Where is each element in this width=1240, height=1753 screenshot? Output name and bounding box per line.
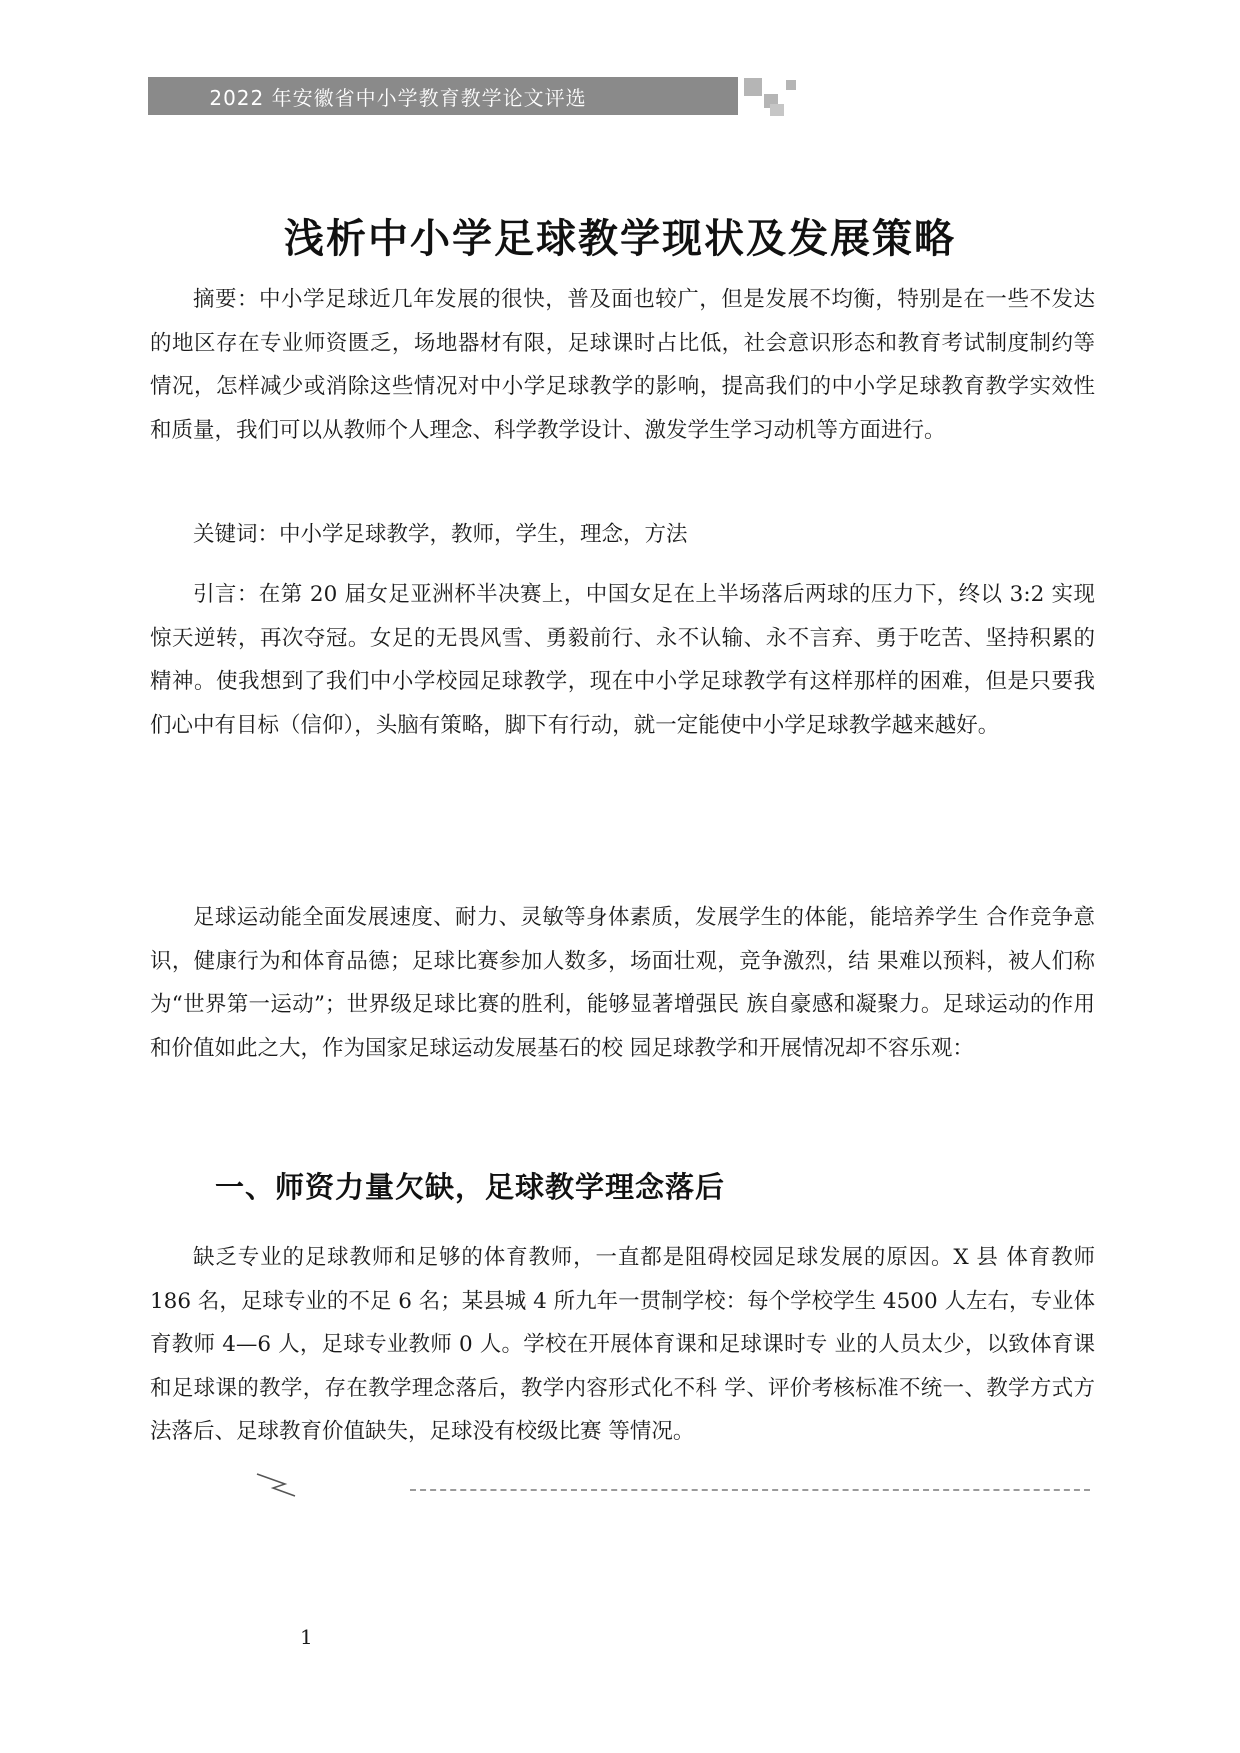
body-paragraph: 足球运动能全面发展速度、耐力、灵敏等身体素质，发展学生的体能，能培养学生 合作竞争意识，健康行为和体育品德；足球比赛参加人数多，场面壮观，竞争激烈，结 果难以预料，被人们称为“世界第一运动”；世界级足球比赛的胜利，能够显著增强民 族自豪感和凝聚力。足球运动的作用和价值如此之大，作为国家足球运动发展基石的校 园足球教学和开展情况却不容乐观： [150, 905, 1095, 1061]
decorative-square [770, 104, 784, 116]
abstract-label: 摘要： [193, 287, 260, 312]
keywords-paragraph [150, 513, 1095, 557]
page-title: 浅析中小学足球教学现状及发展策略 [284, 215, 956, 262]
dashed-separator [410, 1489, 1090, 1491]
abstract-paragraph [150, 278, 1095, 452]
intro-text: 在第 20 届女足亚洲杯半决赛上，中国女足在上半场落后两球的压力下，终以 3:2 实现惊天逆转，再次夺冠。女足的无畏风雪、勇毅前行、永不认输、永不言弃、勇于吃苦、坚持积累的精神。使我想到了我们中小学校园足球教学，现在中小学足球教学有这样那样的困难，但是只要我们心中有目标（信仰），头脑有策略，脚下有行动，就一定能使中小学足球教学越来越好。 [150, 582, 1095, 738]
section-heading: 一、师资力量欠缺，足球教学理念落后 [215, 1170, 726, 1204]
intro-label: 引言： [193, 582, 259, 607]
section-paragraph: 缺乏专业的足球教师和足够的体育教师，一直都是阻碍校园足球发展的原因。X 县 体育教师 186 名，足球专业的不足 6 名；某县城 4 所九年一贯制学校：每个学校学生 4500 人左右，专业体育教师 4—6 人，足球专业教师 0 人。学校在开展体育课和足球课时专 业的人员太少，以致体育课和足球课的教学，存在教学理念落后，教学内容形式化不科 学、评价考核标准不统一、教学方式方法落后、足球教育价值缺失，足球没有校级比赛 等情况。 [150, 1245, 1095, 1444]
running-header-text: 2022 年安徽省中小学教育教学论文评选 [209, 85, 587, 110]
pen-stroke-mark [255, 1470, 315, 1500]
page-number: 1 [300, 1625, 313, 1649]
decorative-square [786, 80, 796, 90]
intro-paragraph [150, 573, 1095, 747]
abstract-text: 中小学足球近几年发展的很快，普及面也较广，但是发展不均衡，特别是在一些不发达的地区存在专业师资匮乏，场地器材有限，足球课时占比低，社会意识形态和教育考试制度制约等情况，怎样减少或消除这些情况对中小学足球教学的影响，提高我们的中小学足球教育教学实效性和质量，我们可以从教师个人理念、科学教学设计、激发学生学习动机等方面进行。 [150, 287, 1095, 443]
keywords-label: 关键词： [193, 522, 280, 547]
decorative-square [744, 78, 762, 96]
keywords-text: 中小学足球教学，教师，学生，理念，方法 [279, 522, 688, 547]
running-header [148, 77, 738, 115]
